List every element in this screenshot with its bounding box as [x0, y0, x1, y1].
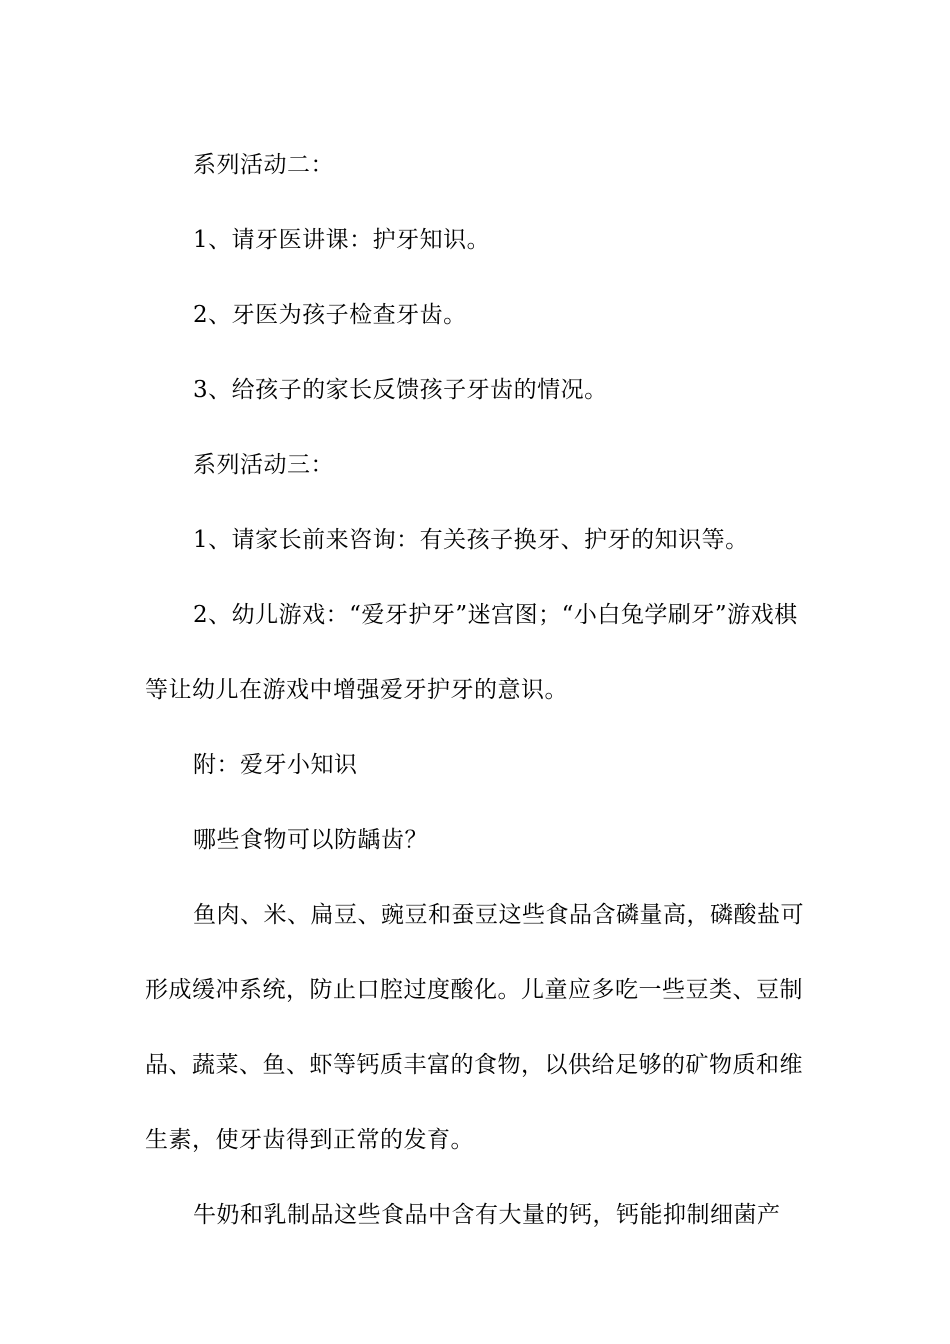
paragraph-phosphorus-foods: 鱼肉、米、扁豆、豌豆和蚕豆这些食品含磷量高，磷酸盐可形成缓冲系统，防止口腔过度酸化。儿童应多吃一些豆类、豆制品、蔬菜、鱼、虾等钙质丰富的食物，以供给足够的矿物质和维生素，使牙齿得到正常的发育。: [145, 902, 804, 1153]
paragraph-question: 哪些食物可以防龋齿？: [193, 827, 428, 853]
paragraph-activity-two-heading: 系列活动二：: [193, 152, 334, 178]
paragraph-activity-three-item-1: 1、请家长前来咨询：有关孩子换牙、护牙的知识等。: [193, 527, 749, 553]
paragraph-activity-two-item-3: 3、给孩子的家长反馈孩子牙齿的情况。: [193, 377, 608, 403]
paragraph-activity-three-item-2: 2、幼儿游戏：“爱牙护牙”迷宫图；“小白兔学刷牙”游戏棋等让幼儿在游戏中增强爱牙护牙的意识。: [145, 602, 798, 703]
paragraph-activity-two-item-1: 1、请牙医讲课：护牙知识。: [193, 227, 491, 253]
paragraph-dairy-foods: 牛奶和乳制品这些食品中含有大量的钙，钙能抑制细菌产: [193, 1202, 781, 1228]
paragraph-activity-two-item-2: 2、牙医为孩子检查牙齿。: [193, 302, 467, 328]
paragraph-appendix-heading: 附：爱牙小知识: [193, 752, 358, 778]
paragraph-activity-three-heading: 系列活动三：: [193, 452, 334, 478]
document-body: [145, 128, 811, 1253]
